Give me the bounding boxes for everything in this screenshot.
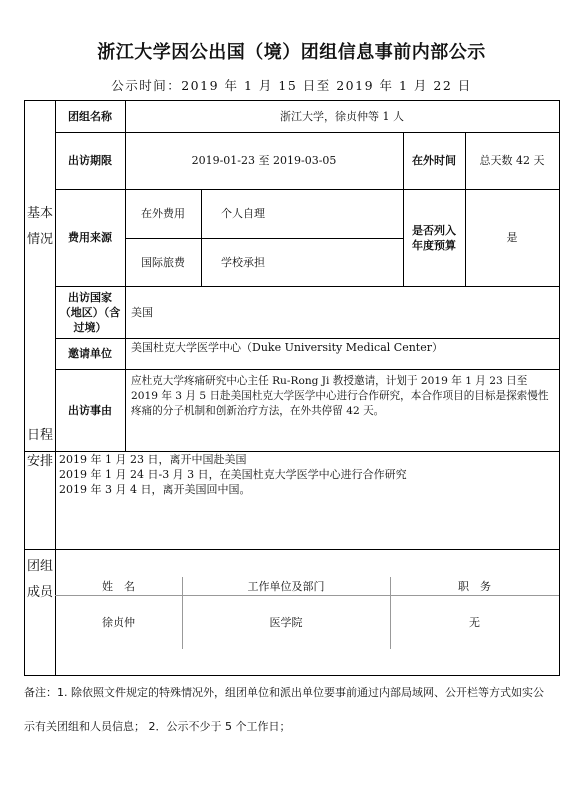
section-label-basic: 基本情况 (27, 206, 54, 247)
funding-label: 费用来源 (68, 231, 112, 244)
schedule-item: 2019 年 3 月 4 日，离开美国回中国。 (59, 483, 251, 496)
members-header-name: 姓 名 (102, 579, 135, 593)
schedule-item: 2019 年 1 月 24 日-3 月 3 日，在美国杜克大学医学中心进行合作研究 (59, 468, 407, 481)
page-title: 浙江大学因公出国（境）团组信息事前内部公示 (97, 42, 486, 63)
reason-value: 应杜克大学疼痛研究中心主任 Ru-Rong Ji 教授邀请，计划于 2019 年 1 月 23 日至 2019 年 3 月 5 日赴美国杜克大学医学中心进行合作研究，本合作项目的目标是探索慢性疼痛的分子机制和创新治疗方法，在外共停留 42 天。 (131, 375, 549, 417)
member-unit: 医学院 (269, 615, 303, 629)
section-label-members: 团组成员 (27, 559, 54, 600)
schedule-list (59, 452, 555, 548)
group-name-value: 浙江大学，徐贞仲等 1 人 (280, 110, 404, 123)
info-table (24, 100, 560, 676)
reason-label: 出访事由 (68, 403, 112, 417)
cost-abroad-value: 个人自理 (221, 207, 265, 220)
note-line-2: 示有关团组和人员信息； 2．公示不少于 5 个工作日； (24, 720, 291, 733)
note-line-1: 备注：1. 除依照文件规定的特殊情况外，组团单位和派出单位要事前通过内部局域网、公开栏等方式如实公 (24, 686, 544, 699)
days-abroad-value: 总天数 42 天 (479, 154, 545, 167)
period-label: 出访期限 (68, 154, 112, 167)
group-name-label: 团组名称 (68, 110, 112, 123)
period-value: 2019-01-23 至 2019-03-05 (191, 154, 337, 167)
members-header-unit: 工作单位及部门 (247, 579, 325, 593)
inviter-label: 邀请单位 (68, 347, 112, 360)
country-value: 美国 (131, 305, 153, 319)
inviter-value: 美国杜克大学医学中心（Duke University Medical Center） (131, 341, 443, 354)
members-header-title: 职 务 (458, 579, 491, 593)
announce-period: 公示时间：2019 年 1 月 15 日至 2019 年 1 月 22 日 (111, 78, 472, 93)
travel-value: 学校承担 (221, 255, 265, 269)
section-label-schedule: 日程安排 (27, 428, 54, 469)
member-name: 徐贞仲 (102, 615, 135, 629)
schedule-item: 2019 年 1 月 23 日，离开中国赴美国 (59, 453, 247, 466)
budget-value: 是 (506, 231, 518, 244)
travel-label: 国际旅费 (141, 255, 185, 269)
budget-label: 是否列入年度预算 (412, 223, 456, 252)
member-title: 无 (469, 615, 480, 629)
days-abroad-label: 在外时间 (412, 154, 456, 167)
cost-abroad-label: 在外费用 (141, 207, 185, 220)
country-label: 出访国家（地区）（含过境） (59, 290, 121, 334)
